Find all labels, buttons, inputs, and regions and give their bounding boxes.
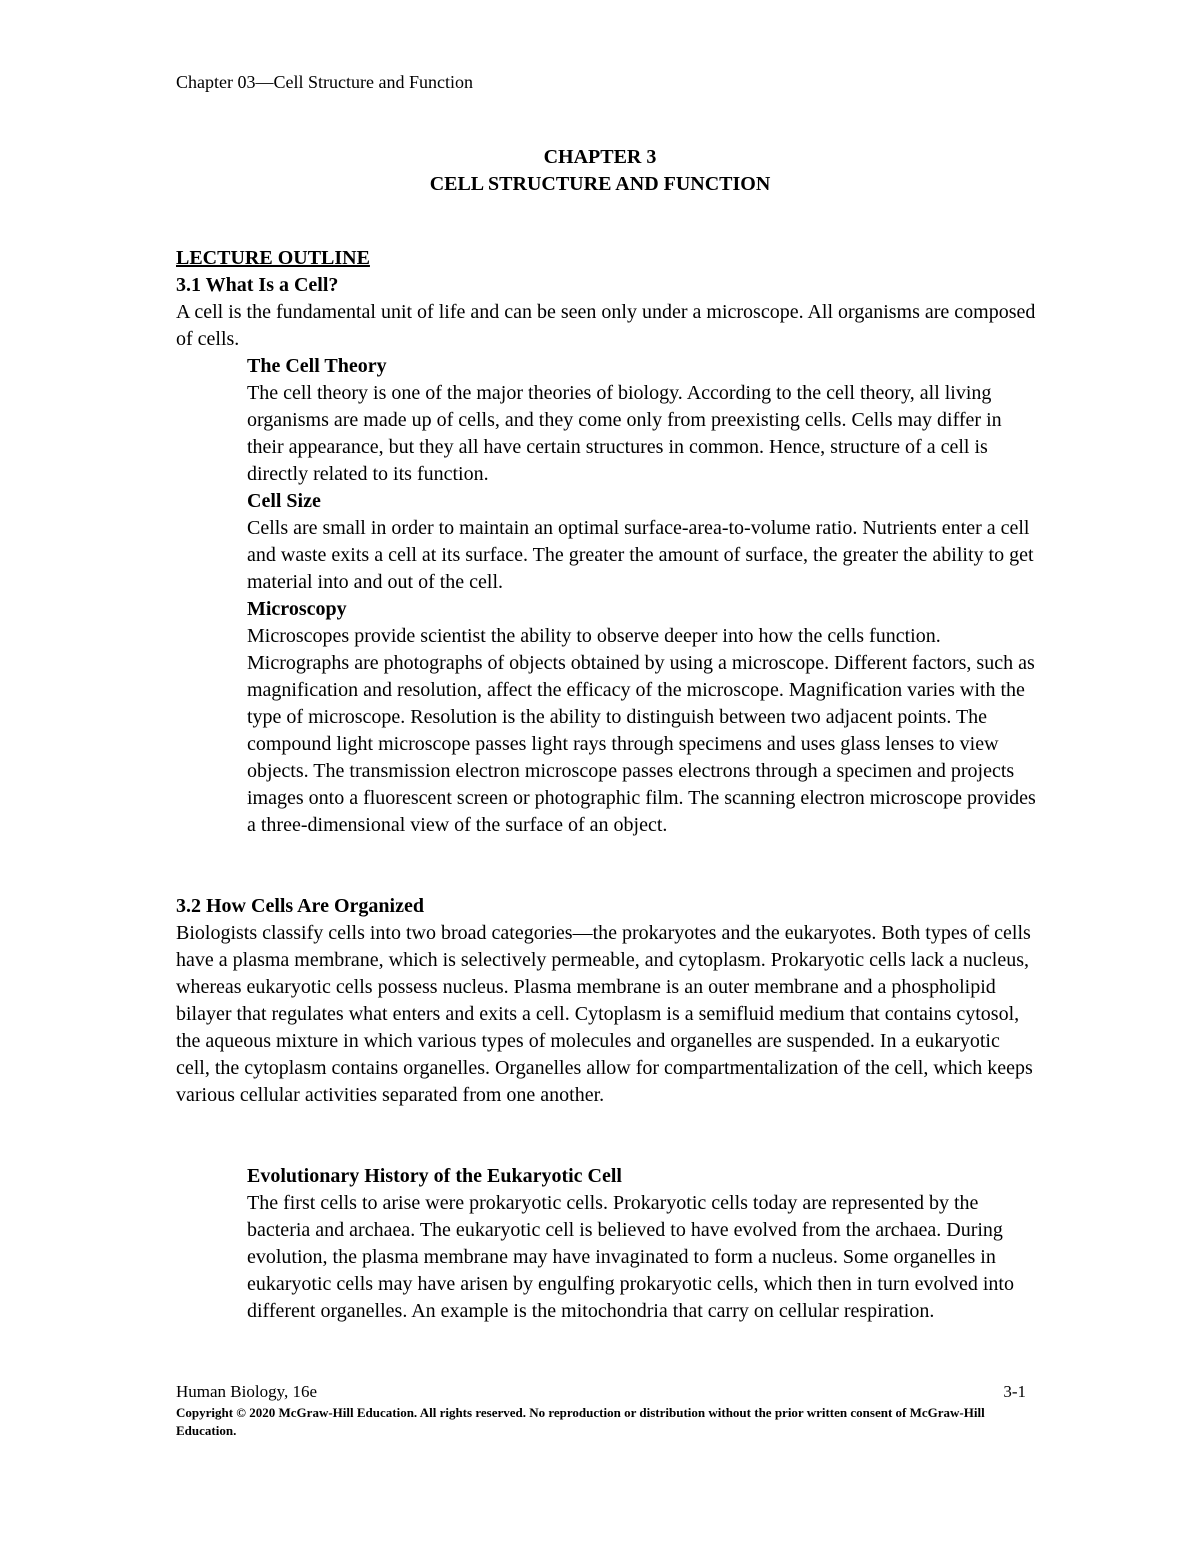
section-heading: 3.1 What Is a Cell? bbox=[176, 274, 339, 296]
subsection-heading: Microscopy bbox=[247, 598, 347, 620]
subsection-heading: Evolutionary History of the Eukaryotic Cell bbox=[247, 1165, 622, 1187]
section-heading: 3.2 How Cells Are Organized bbox=[176, 895, 424, 917]
section-intro: A cell is the fundamental unit of life and can be seen only under a microscope. All organisms are composed of cells. bbox=[176, 301, 1036, 350]
subsection-heading: Cell Size bbox=[247, 490, 321, 512]
chapter-number: CHAPTER 3 bbox=[543, 146, 657, 168]
chapter-title: CELL STRUCTURE AND FUNCTION bbox=[429, 173, 771, 195]
section-intro: Biologists classify cells into two broad categories—the prokaryotes and the eukaryotes. Both types of cells have a plasma membrane, which is selectively permeable, and cytoplasm. Prokaryotic cells lack a nucleus, whereas eukaryotic cells possess nucleus. Plasma membrane is an outer membrane and a phospholipid bilayer that regulates what enters and exits a cell. Cytoplasm is a semifluid medium that contains cytosol, the aqueous mixture in which various types of molecules and organelles are suspended. In a eukaryotic cell, the cytoplasm contains organelles. Organelles allow for compartmentalization of the cell, which keeps various cellular activities separated from one another. bbox=[176, 922, 1033, 1106]
lecture-outline-label: LECTURE OUTLINE bbox=[176, 247, 370, 269]
footer-page-number: 3-1 bbox=[1003, 1382, 1026, 1401]
subsection-text: The cell theory is one of the major theories of biology. According to the cell theory, all living organisms are made up of cells, and they come only from preexisting cells. Cells may differ in their appearance, but they all have certain structures in common. Hence, structure of a cell is directly related to its function. bbox=[247, 382, 1002, 485]
subsection-heading: The Cell Theory bbox=[247, 355, 387, 377]
subsection-text: The first cells to arise were prokaryotic cells. Prokaryotic cells today are represented by the bacteria and archaea. The eukaryotic cell is believed to have evolved from the archaea. During evolution, the plasma membrane may have invaginated to form a nucleus. Some organelles in eukaryotic cells may have arisen by engulfing prokaryotic cells, which then in turn evolved into different organelles. An example is the mitochondria that carry on cellular respiration. bbox=[247, 1192, 1014, 1322]
footer-book-title: Human Biology, 16e bbox=[176, 1382, 318, 1401]
copyright-notice: Copyright © 2020 McGraw-Hill Education. All rights reserved. No reproduction or distribution without the prior written consent of McGraw-Hill Education. bbox=[176, 1405, 985, 1438]
subsection-text: Cells are small in order to maintain an optimal surface-area-to-volume ratio. Nutrients enter a cell and waste exits a cell at its surface. The greater the amount of surface, the greater the ability to get material into and out of the cell. bbox=[247, 517, 1034, 593]
subsection-text: Microscopes provide scientist the ability to observe deeper into how the cells function. Micrographs are photographs of objects obtained by using a microscope. Different factors, such as magnification and resolution, affect the efficacy of the microscope. Magnification varies with the type of microscope. Resolution is the ability to distinguish between two adjacent points. The compound light microscope passes light rays through specimens and uses glass lenses to view objects. The transmission electron microscope passes electrons through a specimen and projects images onto a fluorescent screen or photographic film. The scanning electron microscope provides a three-dimensional view of the surface of an object. bbox=[247, 625, 1036, 836]
running-head: Chapter 03—Cell Structure and Function bbox=[176, 72, 473, 92]
